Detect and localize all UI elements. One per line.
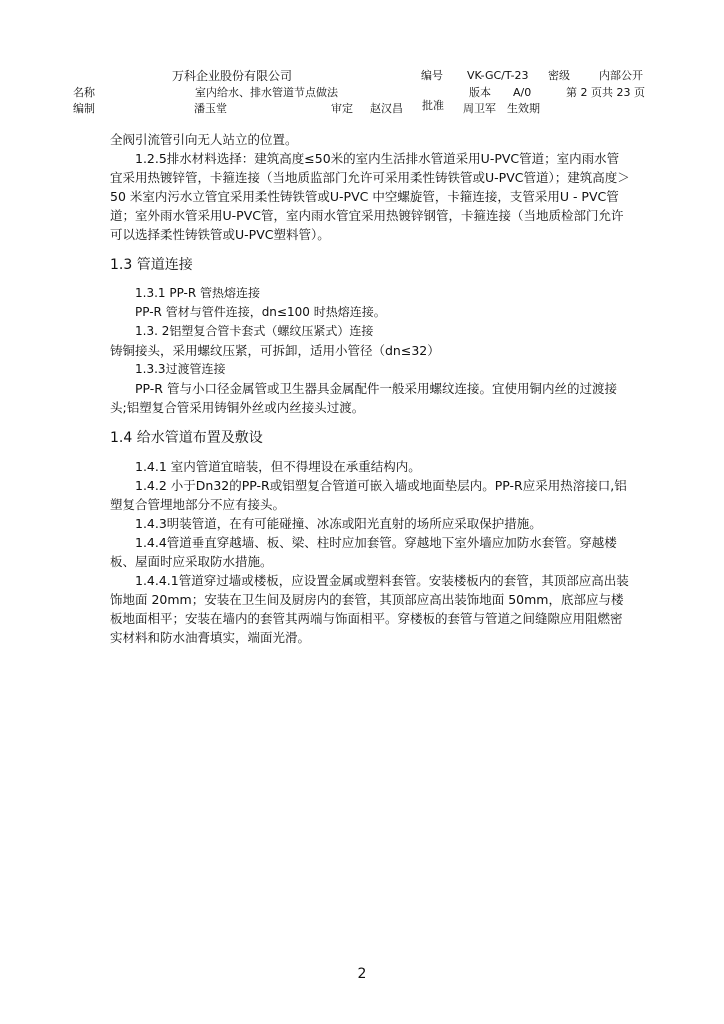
page-number: 2 bbox=[357, 966, 367, 982]
paragraph: 1.4.1 室内管道宜暗装，但不得埋设在承重结构内。 bbox=[135, 459, 421, 474]
name-label: 名称 bbox=[73, 86, 95, 99]
review-label: 审定 bbox=[331, 102, 353, 115]
version-label: 版本 bbox=[469, 86, 491, 99]
security-value: 内部公开 bbox=[599, 69, 643, 82]
paragraph: 1.2.5排水材料选择：建筑高度≤50米的室内生活排水管道采用U-PVC管道；室内雨水管宜采用热镀锌管，卡箍连接（当地质监部门允许可采用柔性铸铁管或U-PVC管道）；建筑高度＞50 米室内污水立管宜采用柔性铸铁管或U-PVC 中空螺旋管，卡箍连接，支管采用U - PVC管道；室外雨水管采用U-PVC管，室内雨水管宜采用热镀锌钢管，卡箍连接（当地质检部门允许可以选择柔性铸铁管或U-PVC塑料管）。 bbox=[110, 151, 630, 242]
section-heading: 1.4 给水管道布置及敷设 bbox=[110, 430, 263, 446]
name-value: 室内给水、排水管道节点做法 bbox=[195, 86, 338, 99]
security-label: 密级 bbox=[548, 69, 570, 82]
code-label: 编号 bbox=[421, 69, 443, 82]
review-value: 赵汉昌 bbox=[370, 102, 403, 115]
paragraph: 全阀引流管引向无人站立的位置。 bbox=[110, 132, 298, 147]
version-value: A/0 bbox=[513, 86, 532, 99]
author-label: 编制 bbox=[73, 102, 95, 115]
section-heading: 1.3 管道连接 bbox=[110, 257, 193, 273]
subsection-heading: 1.3.1 PP-R 管热熔连接 bbox=[135, 286, 261, 300]
document-body bbox=[110, 130, 630, 647]
paragraph: 铸铜接头，采用螺纹压紧，可拆卸，适用小管径（dn≤32） bbox=[110, 343, 440, 358]
paragraph: 1.4.4管道垂直穿越墙、板、梁、柱时应加套管。穿越地下室外墙应加防水套管。穿越楼板、屋面时应采取防水措施。 bbox=[110, 535, 617, 569]
paragraph: 1.4.2 小于Dn32的PP-R或铝塑复合管道可嵌入墙或地面垫层内。PP-R应采用热溶接口,铝塑复合管埋地部分不应有接头。 bbox=[110, 478, 627, 512]
approve-label: 批准 bbox=[422, 99, 444, 112]
effective-label: 生效期 bbox=[507, 102, 540, 115]
paragraph: PP-R 管与小口径金属管或卫生器具金属配件一般采用螺纹连接。宜使用铜内丝的过渡接头;铝塑复合管采用铸铜外丝或内丝接头过渡。 bbox=[110, 381, 617, 415]
page-info: 第 2 页共 23 页 bbox=[566, 86, 645, 99]
paragraph: PP-R 管材与管件连接，dn≤100 时热熔连接。 bbox=[135, 305, 386, 319]
paragraph: 1.4.4.1管道穿过墙或楼板，应设置金属或塑料套管。安装楼板内的套管，其顶部应高出装饰地面 20mm；安装在卫生间及厨房内的套管，其顶部应高出装饰地面 50mm，底部应与楼板地面相平；安装在墙内的套管其两端与饰面相平。穿楼板的套管与管道之间缝隙应用阻燃密实材料和防水油膏填实，端面光滑。 bbox=[110, 573, 629, 645]
code-value: VK-GC/T-23 bbox=[467, 69, 529, 82]
company-name: 万科企业股份有限公司 bbox=[172, 69, 293, 83]
subsection-heading: 1.3.3过渡管连接 bbox=[135, 362, 226, 376]
author-value: 潘玉堂 bbox=[194, 102, 227, 115]
subsection-heading: 1.3. 2铝塑复合管卡套式（螺纹压紧式）连接 bbox=[135, 324, 374, 338]
approve-value: 周卫军 bbox=[463, 102, 496, 115]
paragraph: 1.4.3明装管道，在有可能碰撞、冰冻或阳光直射的场所应采取保护措施。 bbox=[135, 516, 542, 531]
